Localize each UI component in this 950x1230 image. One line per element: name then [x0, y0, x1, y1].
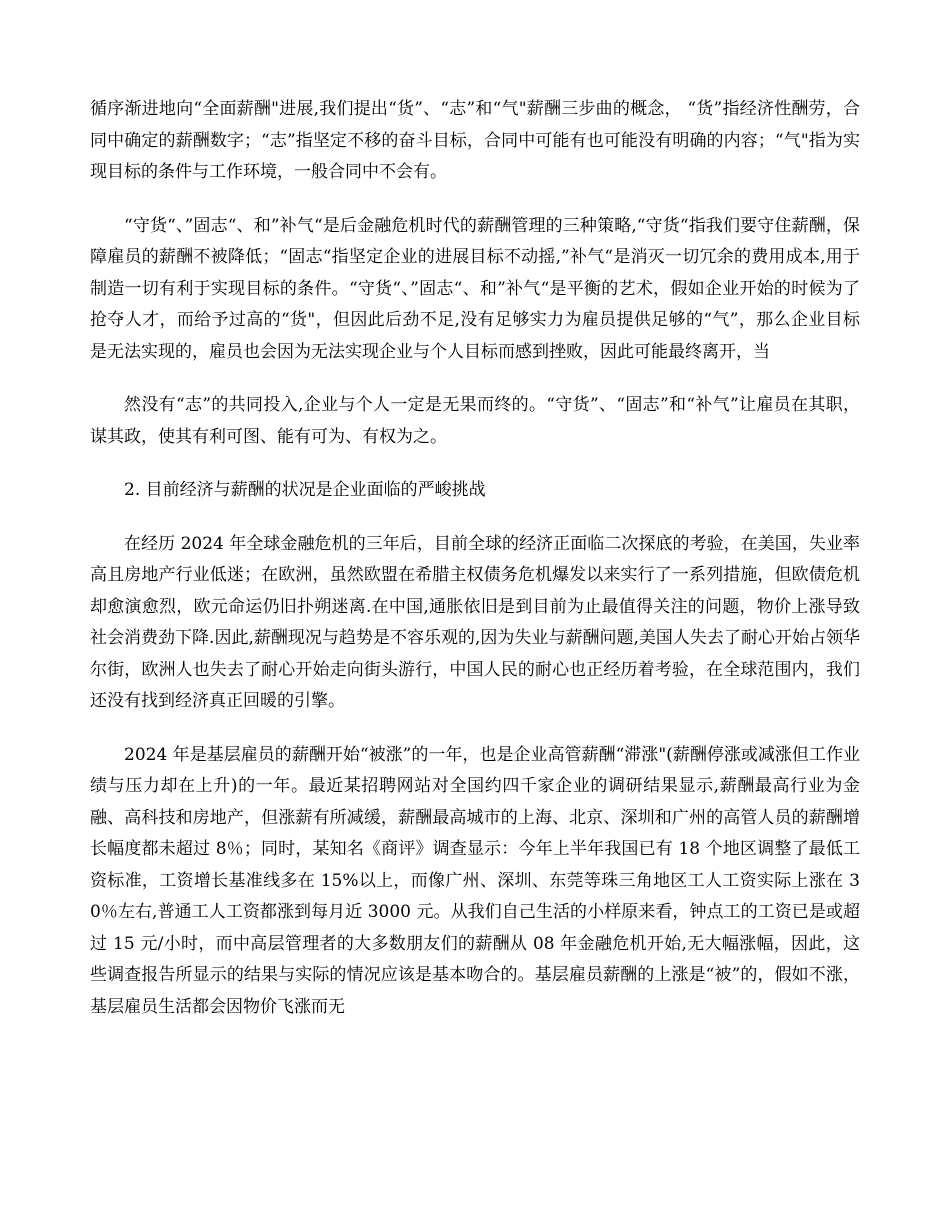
paragraph-1: 循序渐进地向“全面薪酬"进展,我们提出“货”、“志”和“气"薪酬三步曲的概念， “货”指经济性酬劳，合同中确定的薪酬数字；“志”指坚定不移的奋斗目标，合同中可能有也可能没有明确的内容；“气"指为实现目标的条件与工作环境，一般合同中不会有。 [90, 99, 860, 182]
paragraph-2: “守货“、”固志“、和”补气“是后金融危机时代的薪酬管理的三种策略,“守货“指我们要守住薪酬，保障雇员的薪酬不被降低；“固志“指坚定企业的进展目标不动摇,”补气“是消灭一切冗余的费用成本,用于制造一切有利于实现目标的条件。“守货“、”固志“、和”补气“是平衡的艺术，假如企业开始的时候为了抢夺人才，而给予过高的“货"，但因此后劲不足,没有足够实力为雇员提供足够的“气”，那么企业目标是无法实现的，雇员也会因为无法实现企业与个人目标而感到挫败，因此可能最终离开，当 [90, 215, 860, 362]
section-heading: 2. 目前经济与薪酬的状况是企业面临的严峻挑战 [124, 480, 486, 500]
paragraph-5: 2024 年是基层雇员的薪酬开始“被涨”的一年，也是企业高管薪酬“滞涨"(薪酬停涨或减涨但工作业绩与压力却在上升)的一年。最近某招聘网站对全国约四千家企业的调研结果显示,薪酬最高行业为金融、高科技和房地产，但涨薪有所减缓，薪酬最高城市的上海、北京、深圳和广州的高管人员的薪酬增长幅度都未超过 8％；同时，某知名《商评》调查显示：今年上半年我国已有 18 个地区调整了最低工资标准，工资增长基准线多在 15%以上，而像广州、深圳、东莞等珠三角地区工人工资实际上涨在 30％左右,普通工人工资都涨到每月近 3000 元。从我们自己生活的小样原来看，钟点工的工资已是或超过 15 元/小时，而中高层管理者的大多数朋友们的薪酬从 08 年金融危机开始,无大幅涨幅，因此，这些调查报告所显示的结果与实际的情况应该是基本吻合的。基层雇员薪酬的上涨是“被”的，假如不涨，基层雇员生活都会因物价飞涨而无 [90, 744, 860, 1017]
paragraph-3: 然没有“志”的共同投入,企业与个人一定是无果而终的。“守货”、“固志”和“补气”让雇员在其职，谋其政，使其有利可图、能有可为、有权为之。 [90, 395, 860, 447]
paragraph-4: 在经历 2024 年全球金融危机的三年后，目前全球的经济正面临二次探底的考验，在美国，失业率高且房地产行业低迷；在欧洲，虽然欧盟在希腊主权债务危机爆发以来实行了一系列措施，但欧债危机却愈演愈烈，欧元命运仍旧扑朔迷离.在中国,通胀依旧是到目前为止最值得关注的问题，物价上涨导致社会消费劲下降.因此,薪酬现况与趋势是不容乐观的,因为失业与薪酬问题,美国人失去了耐心开始占领华尔街，欧洲人也失去了耐心开始走向街头游行，中国人民的耐心也正经历着考验，在全球范围内，我们还没有找到经济真正回暖的引擎。 [90, 533, 860, 711]
